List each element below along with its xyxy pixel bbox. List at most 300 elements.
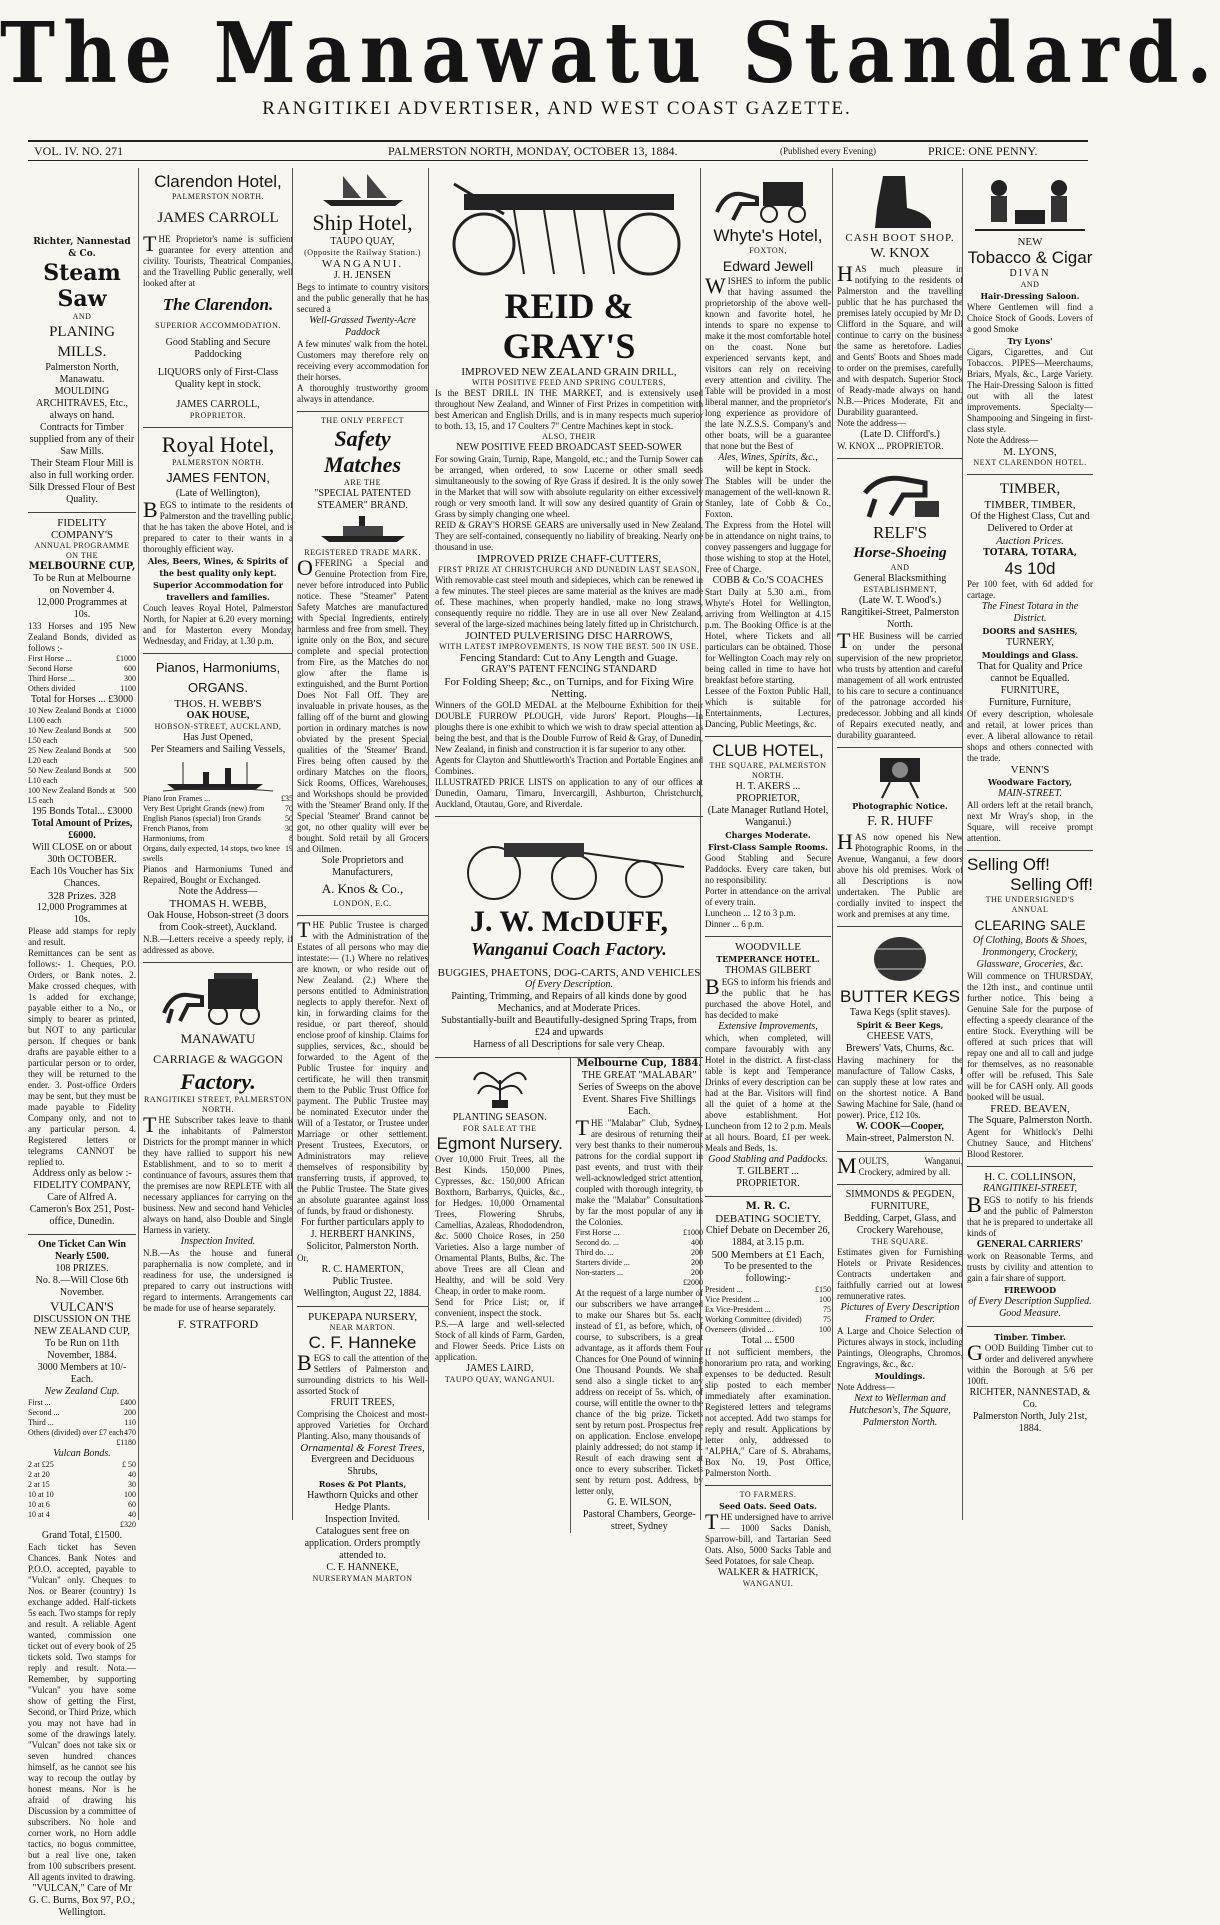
ad-text: Public Trustee. (332, 1276, 393, 1287)
steamer-trade-mark (313, 514, 413, 546)
price-row (28, 654, 136, 664)
ad-text: 12,000 Programmes at 10s. (36, 902, 128, 925)
grain-drill-illustration (444, 174, 694, 284)
row-label: First Horse ... (28, 654, 72, 663)
ad-text: Painting, Trimming, and Repairs of all kinds done by good Mechanics, and at Moderate Prices. (451, 991, 687, 1014)
row-label: 100 New Zealand Bonds at L5 each (28, 786, 116, 805)
ad-text: Couch leaves Royal Hotel, Palmerston North, for Napier at 6.20 every morning; and for Masterton every Monday, Wednesday, and Friday, at 1.30 p.m. (143, 603, 293, 646)
ad-title: Selling Off! (967, 855, 1050, 874)
ad-text: FRUIT TREES, (330, 1397, 395, 1408)
ad-title: Selling Off! (1010, 875, 1093, 894)
ad-text: JOINTED PULVERISING DISC HARROWS, (465, 630, 673, 642)
ad-text: ESTABLISHMENT, (863, 585, 937, 594)
ad-text: Cigars, Cigarettes, and Cut Tobaccos. PIPES—Meerchaums, Briars, Myals, &c., Large Variety. The Hair-Dressing Saloon is fitted out with all the latest improvements. Specialty—Shampooing and Singeing in first-class style. (967, 347, 1093, 434)
ad-text: Catalogues sent free on application. Orders promptly attended to. (304, 1526, 421, 1561)
ad-title: Royal Hotel, (161, 432, 275, 457)
row-label: 10 at 6 (28, 1500, 50, 1509)
ad-text: TAUPO QUAY, WANGANUI. (444, 1375, 555, 1384)
ad-title: Factory. (180, 1069, 256, 1094)
price-row (28, 664, 136, 674)
ad-text: 500 Members at £1 Each, (711, 1249, 825, 1261)
ad-text: Per Steamers and Sailing Vessels, (150, 744, 286, 755)
ad-melbourne-cup (571, 1058, 704, 1533)
row-value: 600 (124, 664, 136, 673)
ad-text: ALSO, THEIR (542, 432, 596, 441)
publication-frequency: (Published every Evening) (780, 146, 876, 156)
bottom-split (435, 1058, 703, 1533)
row-value: 200 (691, 1248, 703, 1257)
ad-text: 3000 Members at 10/- Each. (37, 1362, 127, 1385)
ad-text: Please add stamps for reply and result. (28, 926, 136, 947)
ad-text: THE GREAT "MALABAR" (581, 1070, 697, 1081)
ad-text: PALMERSTON NORTH. (171, 192, 265, 201)
ad-text: Contracts for Timber supplied from any of their Saw Mills. (29, 422, 135, 457)
ad-text: Good Stabling and Paddocks. (708, 1154, 828, 1165)
column-7 (962, 168, 1097, 1520)
ad-text: FURNITURE, (870, 1201, 930, 1212)
row-label: Non-starters ... (575, 1268, 624, 1277)
ad-text: Solicitor, Palmerston North. (306, 1241, 419, 1252)
price-row (28, 1500, 136, 1510)
ad-text: WITH POSITIVE FEED AND SPRING COULTERS, (472, 378, 666, 387)
price-row (28, 1510, 136, 1520)
ad-text: (Late Manager Rutland Hotel, Wanganui.) (707, 805, 829, 828)
row-value: 75 (823, 1315, 831, 1324)
ad-collinson-carrier (967, 1167, 1093, 1327)
price-list (143, 794, 293, 864)
row-value: 75 (823, 1305, 831, 1314)
price-row (143, 834, 293, 844)
row-value: 19 (285, 844, 293, 853)
row-value: 1100 (120, 684, 136, 693)
ad-safety-matches (297, 412, 428, 916)
ad-text: work on Reasonable Terms, and trusts by civility and attention to gain a fair share of support. (967, 1251, 1093, 1283)
ad-text: OFFERING a Special and Genuine Protection from Fire, never before introduced into Public notice. These "Steamer" Patent Safety Matches are manufactured with Special Ingredients, entirely harmless and free from smell. They ignite only on the Box, and secure complete and special protection from Fire, as the Matches do not glow after the flame is extinguished, and the Burnt Portion Does Not Fall Off. They are invaluable in private houses, as the falling off of the burnt and glowing portion in ordinary matches is now obviated by the present Special qualities of the 'Steamer' Brand. Fires being often caused by the ordinary Matches on the floors, Sick Rooms, Offices, Warehouses, and Workshops should be provided with the 'Steamer' Brand only. If the Special 'Steamer' Brand cannot be got, no other quality will ever be bought. Sold retail by all Grocers and Oilmen. (297, 555, 428, 854)
ad-text: Rangitikei-Street, Palmerston North. (840, 607, 960, 630)
price-row (143, 824, 293, 834)
ad-title: Pianos, Harmoniums, (155, 660, 281, 675)
price-row (28, 746, 136, 766)
ad-text: Note the Address— (178, 886, 258, 897)
ad-text: First-Class Sample Rooms. (708, 842, 828, 852)
ad-title: FIDELITY COMPANY'S (50, 517, 114, 541)
ad-text: Substantially-built and Beautifully-designed Spring Traps, from £24 and upwards (441, 1015, 697, 1038)
ad-club-hotel (705, 737, 831, 937)
ad-text: Inspection Invited. (180, 1236, 256, 1247)
ad-title: PUKEPAPA NURSERY, (307, 1311, 418, 1323)
volume-number: VOL. IV. NO. 271 (34, 144, 124, 158)
price-row (28, 726, 136, 746)
ad-text: VENN'S (1010, 764, 1050, 776)
ad-text: FURNITURE, (1000, 685, 1060, 696)
ad-text: FOXTON, (749, 246, 787, 255)
price-row (705, 1285, 831, 1295)
ad-fidelity (28, 513, 136, 1235)
row-value: £ 50 (122, 1460, 136, 1469)
newspaper-title: The Manawatu Standard. (0, 5, 1220, 103)
ad-debating-society (705, 1197, 831, 1486)
column-6 (832, 168, 967, 1520)
ad-text: MAIN-STREET. (998, 788, 1062, 799)
ad-text: The Finest Totara in the District. (981, 601, 1079, 624)
ad-text: A thoroughly trustworthy groom always in attendance. (297, 383, 428, 404)
ad-clarendon-hotel (143, 168, 293, 428)
ad-text: For Folding Sheep; &c., on Turnips, and for Fixing Wire Netting. (444, 676, 694, 700)
ad-text: Tawa Kegs (split staves). (849, 1007, 951, 1018)
ad-text: THOMAS H. WEBB, (169, 898, 267, 910)
newspaper-subtitle: RANGITIKEI ADVERTISER, AND WEST COAST GAZETTE. (262, 98, 852, 119)
row-label: First Horse ... (575, 1228, 620, 1237)
ad-text: FOR SALE AT THE (462, 1124, 537, 1133)
ad-moults (837, 1152, 963, 1185)
row-label: French Pianos, from (143, 824, 209, 833)
ad-title: Timber. Timber. (994, 1332, 1066, 1342)
ad-text: Palmerston North, July 21st, 1884. (972, 1411, 1088, 1434)
ad-text: Bedding, Carpet, Glass, and Crockery Warehouse, (843, 1213, 957, 1236)
ad-title: JAMES FENTON, (166, 470, 270, 485)
row-label: English Pianos (special) Iron Grands (143, 814, 261, 823)
price-row (28, 786, 136, 806)
price-row (28, 684, 136, 694)
row-label: Harmoniums, from (143, 834, 205, 843)
ad-text: Is the BEST DRILL IN THE MARKET, and is extensively used throughout New Zealand, and Winner of First Prizes in competition with best American and English Drills, and is in many respects much superior to both. 13, 15, and 17 Coulters 7" Centre Machines kept in stock. (435, 388, 703, 431)
ad-text: RICHTER, NANNESTAD, & Co. (969, 1387, 1091, 1410)
ad-text: If not sufficient members, the honorarium pro rata, and working expenses to be deducted. Result slip posted to each member immediately after examination. Registered letters and telegrams not accepted. Add two stamps for reply and result. Applications by letter only, addressed to "ALPHA," Care of S. Abrahams, Box No. 19, Post Office, Palmerston North. (705, 1347, 831, 1478)
ad-text: (Late of Wellington), (175, 488, 261, 499)
ad-text: 12,000 Programmes at 10s. (36, 597, 128, 620)
price-row (576, 1248, 704, 1258)
ad-text: OAK HOUSE, (186, 710, 250, 721)
row-label: Third ... (28, 1418, 54, 1427)
ad-text: Of the Highest Class, Cut and Delivered to Order at (970, 511, 1090, 534)
row-value: 200 (124, 1408, 136, 1417)
ad-text: which, when completed, will compare favourably with any Hotel in the district. A first-class table is kept and Temperance Drinks of every description can be had at the Bar. Visitors will find all the quiet of a home at the above establishment. Hot Luncheon from 12 to 2 p.m. Meals at all hours. Board, £1 per week. Meals and Beds, 1s. (705, 1033, 831, 1153)
ad-text: Porter in attendance on the arrival of every train. (705, 886, 831, 907)
ad-text: Will commence on THURSDAY, the 12th inst., and continue until further notice. This being a Genuine Sale for the purpose of effecting a speedy clearance of the entire Stock. Everything will be offered at such prices that will repay one and all to call and judge for themselves, as no reasonable offer will be refused. This Sale will be for CASH only. All goods booked will be usual. (967, 971, 1093, 1102)
ad-text: THE Public Trustee is charged with the Administration of the Estates of all persons who may die intestate:— (1.) Where no relatives are known, or who reside out of New Zealand. (2.) Where the persons entitled to Administration neglects to apply therefor. Next of kin, in forwarding claims for the residue, or part thereof, should enclose proof of kinship. Claims for supplies, services, &c., should be forwarded to the Agent of the Public Trustee for inquiry and certificate, he will then transmit them to the Public Trust Office for payment. The Public Trustee may be nominated Executor under the Will of a Testator, or Trustee under Marriage or other settlement. Present Trustees, Executors, or Administrators may relieve themselves of responsibility by transferring trusts, if approved, to the Public Trustee. The State gives an absolute guarantee against loss of funds, by fraud or dishonesty. (297, 917, 428, 1216)
ad-text: Pianos and Harmoniums Tuned and Repaired, Bought or Exchanged. (143, 864, 293, 885)
ad-text: Each ticket has Seven Chances. Bank Notes and P.O.O. accepted, payable to "Vulcan" only. Cheques to Nos. or Bearer (country) 1s exchange added. Half-tickets 5s each. Two stamps for reply and result. A reliable Agent wanted, commission one ticket out of every book of 25 tickets sold. Two stamps for reply and result. Nota.—Remember, by supporting "Vulcan" you have some show of getting the First, Second, or Third Prize, which you may not have had in some of the drawings lately. "Vulcan" does not take six or seven hundred chances himself, as he cannot see his way to recoup the outlay by honest means. Nor is he afraid of drawing his Discussion by a committee of subscribers. No hole and corner work, no Horn addle tactics, no bogus committee, but a real live one, taken from 100 subscribers present. All agents invited to drawing. (28, 1542, 136, 1882)
column-4 (428, 168, 709, 1532)
ad-building-timber (967, 1327, 1093, 1441)
ad-text: Good Stabling and Secure Paddocking (165, 337, 271, 360)
ad-title: Ship Hotel, (312, 210, 413, 235)
ad-text: GENERAL CARRIERS' (976, 1239, 1084, 1250)
price-row (143, 814, 293, 824)
ad-title: C. F. Hanneke (308, 1333, 417, 1352)
row-value: 470 (124, 1428, 136, 1437)
ad-title: Wanganui Coach Factory. (471, 939, 667, 959)
ad-text: MOULDING ARCHITRAVES, Etc., always on hand. (35, 386, 129, 421)
ad-egmont-nursery (435, 1058, 571, 1533)
row-value: 400 (691, 1238, 703, 1247)
ad-text: SUPERIOR ACCOMMODATION. (155, 321, 281, 330)
ad-text: With removable cast steel mouth and sidepieces, which can be renewed in a few minutes. The steel pieces are same material as the knives are made of. These machines, when properly handled, make no long straws, consequently require no riddle. They are in use all over New Zealand, several of the large-sized machines being lately fitted up in Christchurch. (435, 575, 703, 629)
row-value: 200 (691, 1258, 703, 1267)
prize-list (28, 1398, 136, 1438)
ad-text: (Late W. T. Wood's.) (858, 595, 942, 606)
bond-list (28, 706, 136, 806)
ad-text: T. GILBERT ... PROPRIETOR. (736, 1166, 800, 1189)
ad-text: All orders left at the retail branch, next Mr Wray's shop, in the Square, will receive prompt attention. (967, 800, 1093, 843)
ad-text: C. F. HANNEKE, (326, 1562, 399, 1573)
ad-text: WANGANUI. (742, 1579, 794, 1588)
ad-title: J. W. McDUFF, (469, 905, 669, 938)
ad-title: TO FARMERS. (739, 1490, 797, 1499)
ad-text: GOOD Building Timber cut to order and delivered anywhere within the Borough at 5/6 per 100ft. (967, 1340, 1093, 1386)
ad-text: THE "Malabar" Club, Sydney, are desirous of returning their very best thanks to their numerous patrons for the cordial support in past events, and trust with their well-acknowledged strict attention, coupled with thorough integrity, to make the "Malabar" Consultations by far the most popular of any in the Colonies. (575, 1115, 703, 1227)
sailing-ship-illustration (313, 174, 413, 208)
ad-title: CARRIAGE & WAGGON (153, 1052, 283, 1066)
ad-reid-gray (435, 168, 703, 817)
ad-text: Silk Dressed Flour of Best Quality. (28, 482, 136, 505)
ad-text: THOS. H. WEBB'S (174, 698, 262, 710)
price-row (28, 1480, 136, 1490)
row-label: Second do. ... (575, 1238, 620, 1247)
ad-title: Melbourne Cup, 1884. (576, 1058, 702, 1069)
row-value: 100 (819, 1325, 831, 1334)
ad-text: A few minutes' walk from the hotel. Customers may therefore rely on receiving every accommodation for their horses. (297, 339, 428, 382)
ad-text: Pictures of Every Description Framed to Order. (840, 1302, 960, 1325)
blacksmith-illustration (855, 465, 945, 521)
ad-text: THOMAS GILBERT (724, 965, 812, 976)
ad-text: Or, (297, 1253, 309, 1263)
ad-text: NURSERYMAN MARTON (312, 1574, 413, 1583)
ad-text: WITH LATEST IMPROVEMENTS, IS NOW THE BEST. 500 IN USE. (439, 642, 699, 651)
ad-text: AND (890, 563, 910, 572)
ad-text: BEGS to intimate to the residents of Palmerston and the travelling public, that he has taken the above Hotel, and is prepared to cater to their wants in a thoroughly efficient way. (143, 497, 293, 554)
steamship-illustration (163, 758, 273, 792)
ad-pianos (143, 654, 293, 963)
ad-title: M. R. C. (745, 1201, 791, 1212)
ad-text: WANGANUI. (321, 258, 404, 270)
ad-text: GRAY'S PATENT FENCING STANDARD (481, 664, 657, 675)
row-label: Second Horse (28, 664, 73, 673)
ad-text: TEMPERANCE HOTEL. (716, 954, 820, 964)
ad-title: 4s 10d (1004, 559, 1056, 578)
ad-text: Begs to intimate to country visitors and the public generally that he has secured a (297, 282, 428, 314)
price-row (705, 1305, 831, 1315)
ad-text: NEXT CLARENDON HOTEL. (973, 458, 1087, 467)
ad-text: Hawthorn Quicks and other Hedge Plants. (307, 1490, 418, 1513)
row-label: 10 New Zealand Bonds at L100 each (28, 706, 112, 725)
ad-steam-saw (28, 168, 136, 513)
ad-text: THE SQUARE, PALMERSTON NORTH. (709, 761, 827, 780)
ad-ship-hotel (297, 168, 428, 412)
ad-text: Main-street, Palmerston N. (845, 1133, 955, 1144)
ad-text: Note the address— (837, 418, 906, 428)
ad-text: 108 PRIZES. (55, 1263, 109, 1274)
ad-text: Send for Price List; or, if convenient, inspect the stock. (435, 1297, 565, 1318)
ad-text: (Late D. Clifford's.) (860, 429, 940, 440)
ad-text: Of Every Description. (524, 979, 614, 990)
ad-photographic (837, 748, 963, 927)
price-row (28, 1428, 136, 1438)
ad-text: Woodware Factory, (988, 777, 1072, 787)
row-label: Others divided (28, 684, 76, 693)
ad-text: At the request of a large number of our subscribers we have arranged to make our Shares but 5s. each, instead of £1, as before, which, of course, to subscribers, is a great advantage, as it affords them Four Chances for One Pound of winning One Thousand Pounds. We shall send also a single ticket to any address on receipt of 5s. which, of course, will entitle the owner to the chance of the big prize. Tickets sent by return post. Prospectus free on application. Enclose envelope, plainly addressed; do not stamp it. Result of each drawing sent at once to every subscriber. Tickets sent by return post. Address, by letter only, (575, 1288, 703, 1496)
row-label: Starters divide ... (575, 1258, 630, 1267)
ad-title: The Clarendon. (162, 295, 274, 314)
price-row (28, 1470, 136, 1480)
ad-text: Auction Prices. (996, 535, 1064, 547)
row-value: 500 (124, 726, 136, 735)
keg-illustration (865, 933, 935, 985)
ad-title: Whyte's Hotel, (713, 226, 823, 245)
row-label: Third do. ... (575, 1248, 614, 1257)
ad-text: BEGS to notify to his friends and the public of Palmerston that he is prepared to undertake all kinds of (967, 1192, 1093, 1238)
ad-text: P.S.—A large and well-selected Stock of all kinds of Farm, Garden, and Flower Seeds. Price Lists on application. (435, 1319, 565, 1362)
ad-to-farmers (705, 1486, 831, 1595)
prize-list (705, 1285, 831, 1335)
hearse-illustration (158, 969, 278, 1027)
ad-text: DOORS and SASHES, (982, 626, 1078, 636)
ad-text: BEGS to inform his friends and the public that he has purchased the above Hotel, and has decided to make (705, 974, 831, 1020)
row-label: 2 at £25 (28, 1460, 54, 1469)
ad-text: Having machinery for the manufacture of Tallow Casks, I can supply these at low rates and on the shortest notice. A Band Sawing Machine for Sale, (hand or power). Price, £12 10s. (837, 1055, 963, 1120)
row-value: 8 (289, 834, 293, 843)
ad-text: H. T. AKERS ... PROPRIETOR, (735, 781, 801, 804)
ad-pukepapa-nursery (297, 1307, 428, 1590)
ad-text: TIMBER, TIMBER, (984, 499, 1076, 511)
ad-text: A. Knos & Co., (321, 881, 404, 896)
ad-title: CLUB HOTEL, (712, 741, 824, 760)
ad-text: R. C. HAMERTON, (321, 1264, 404, 1275)
row-value: 70 (285, 804, 293, 813)
row-value: 30 (285, 824, 293, 833)
ad-text: F. STRATFORD (177, 1317, 259, 1331)
row-value: 200 (691, 1268, 703, 1277)
row-value: £35 (281, 794, 293, 803)
ad-text: DIVAN (1009, 268, 1051, 279)
ad-text: For further particulars apply to (300, 1217, 425, 1228)
ad-text: FIRST PRIZE AT CHRISTCHURCH AND DUNEDIN LAST SEASON, (438, 565, 700, 574)
ad-text: will be kept in Stock. (725, 464, 811, 475)
ad-title: DEBATING SOCIETY. (715, 1213, 821, 1225)
row-label: 10 at 4 (28, 1510, 50, 1519)
ad-royal-hotel (143, 428, 293, 654)
ad-text: Good Stabling and Secure Paddocks. Every care taken, but no responsibility. (705, 853, 831, 885)
ad-text: Series of Sweeps on the above Event. Shares Five Shillings Each. (578, 1082, 701, 1117)
issue-info-bar (28, 140, 1088, 161)
ad-title: One Ticket Can Win Nearly £500. (38, 1239, 126, 1262)
ad-simmonds-pegden (837, 1185, 963, 1435)
ad-text: JAMES LAIRD, (466, 1363, 534, 1374)
ad-text: Winners of the GOLD MEDAL at the Melbourne Exhibition for their DOUBLE FURROW PLOUGH, vide Jurors' Report. Ploughs—In ploughs there is one exhibit to which we wish to draw special attention as being the best, and that is the Double Furrow of Reid & Gray, of Dunedin, New Zealand, in finish and construction it is far superior to any other. (435, 700, 703, 754)
ad-text: Harness of all Descriptions for sale very Cheap. (473, 1039, 665, 1050)
ad-text: Note Address— (837, 1382, 895, 1392)
ad-text: Agents for Clayton and Shuttleworth's Traction and Portable Engines and Combines. (435, 755, 703, 776)
ad-butter-kegs (837, 927, 963, 1152)
ad-text: "VULCAN," Care of Mr G. C. Burns, Box 97, P.O., Wellington. (28, 1883, 136, 1918)
camera-illustration (870, 754, 930, 798)
row-label: President ... (705, 1285, 743, 1294)
ad-text: LONDON, E.C. (333, 899, 392, 908)
ad-text: Total for Horses ... £3000 (30, 694, 134, 705)
row-value: 60 (128, 1500, 136, 1509)
ad-text: Lessee of the Foxton Public Hall, which is suitable for Entertainments, Lectures, Dancing, Public Meetings, &c. (705, 686, 831, 729)
ad-text: NEW POSITIVE FEED BROADCAST SEED-SOWER (456, 442, 682, 453)
row-value: 40 (128, 1510, 136, 1519)
boot-illustration (865, 174, 935, 230)
place-and-date: PALMERSTON NORTH, MONDAY, OCTOBER 13, 1884. (388, 144, 678, 158)
ad-text: M. LYONS, (1003, 446, 1057, 458)
price-row (576, 1268, 704, 1278)
ad-text: Ales, Beers, Wines, & Spirits of the best quality only kept. (148, 556, 288, 578)
ad-text: The Square, Palmerston North. (967, 1115, 1093, 1126)
ad-text: Hair-Dressing Saloon. (980, 291, 1080, 301)
ad-text: To be Run at Melbourne on November 4. (33, 573, 131, 596)
ad-title: Safety Matches (324, 426, 401, 477)
row-label: Very Best Upright Grands (new) from (143, 804, 265, 813)
price-row (28, 674, 136, 684)
row-value: 100 (124, 1490, 136, 1499)
ad-firm: Richter, Nannestad & Co. (33, 237, 131, 259)
ad-title: Edward Jewell (722, 258, 814, 274)
ad-text: Address only as below :- FIDELITY COMPANY, Care of Alfred A. Cameron's Box 251, Post-office, Dunedin. (29, 1168, 135, 1227)
ad-text: Pastoral Chambers, George-street, Sydney (582, 1509, 696, 1532)
ad-title: Egmont Nursery. (436, 1134, 563, 1153)
ad-text: AND (1020, 280, 1040, 289)
ad-text: Will CLOSE on or about 30th OCTOBER. (32, 842, 132, 865)
ad-text: That for Quality and Price cannot be Equalled. (977, 661, 1083, 684)
row-value: £400 (120, 1398, 136, 1407)
price-row (576, 1258, 704, 1268)
smokers-illustration (975, 174, 1085, 234)
ad-text: THE ONLY PERFECT (321, 416, 404, 425)
ad-relf-horse-shoeing (837, 459, 963, 748)
ad-text: Chief Debate on December 26, 1884, at 3.15 p.m. (705, 1225, 831, 1248)
row-value: £1000 (116, 654, 136, 663)
ad-text: PLANTING SEASON. (452, 1112, 547, 1123)
price-row (576, 1238, 704, 1248)
ad-text: ILLUSTRATED PRICE LISTS on application to any of our offices at Dunedin, Oamaru, Timaru, Invercargill, Ashburton, Christchurch, Auckland, Otautau, Gore, and Riverdale. (435, 777, 703, 809)
ad-title: Tobacco & Cigar (967, 248, 1093, 267)
ad-text: J. HERBERT HANKINS, (310, 1229, 415, 1240)
ad-text: (Opposite the Railway Station.) (304, 248, 421, 257)
price-row (28, 1418, 136, 1428)
ad-title: PLANING MILLS. (49, 324, 115, 360)
ad-text: Each 10s Voucher has Six Chances. (30, 866, 134, 889)
ad-text: ARE THE (344, 478, 381, 487)
row-value: 30 (128, 1480, 136, 1489)
ad-text: Per 100 feet, with 6d added for cartage. (967, 579, 1093, 600)
ad-text: The Express from the Hotel will be in attendance on night trains, to convey passengers and luggage for those wishing to stop at the Hotel, Free of Charge. (705, 520, 831, 574)
price-row (28, 1460, 136, 1470)
ad-title: WOODVILLE (735, 941, 801, 953)
ad-text: COBB & Co.'S COACHES (712, 575, 824, 586)
ad-text: Comprising the Choicest and most-approved Varieties for Orchard Planting. Also, many thousands of (297, 1409, 428, 1441)
ad-text: AND (72, 312, 92, 321)
ad-text: £320 (120, 1520, 136, 1529)
ad-title: Steam Saw (43, 260, 121, 312)
price-row (143, 804, 293, 814)
ad-text: IMPROVED NEW ZEALAND GRAIN DRILL, (461, 366, 677, 378)
bond-list (28, 1460, 136, 1520)
prize-list (28, 654, 136, 694)
row-value: £150 (815, 1285, 831, 1294)
ad-text: Remittances can be sent as follows:- 1. Cheques, P.O. Orders, or Bank notes. 2. Make crossed cheques, with 1s added for exchange, payable either to a No., or simply to bearer as printed, but NOT to any particular person. If cheques or bank drafts are payable either to a particular person or to order, they will be returned to the ender. 3. Post-office Orders may be sent, but they must be made payable to Fidelity Company only, and not to any particular person. 4. Registered letters or telegrams CANNOT be replied to. (28, 948, 136, 1167)
ad-text: IMPROVED PRIZE CHAFF-CUTTERS, (476, 553, 662, 565)
ad-text: ANNUAL PROGRAMME ON THE (34, 541, 130, 560)
buggy-illustration (444, 823, 694, 903)
ad-title: JAMES CARROLL (157, 210, 279, 226)
ad-cash-boot-shop (837, 168, 963, 459)
ad-text: Has Just Opened, (183, 732, 253, 743)
ad-text: THE Proprietor's name is sufficient guarantee for every attention and civility. Tourists, Theatrical Companies, and the Travelling Public generally, well looked after at (143, 231, 293, 288)
ad-text: N.B.—Letters receive a speedy reply, if addressed as above. (143, 934, 293, 955)
ad-text: G. E. WILSON, (606, 1497, 672, 1508)
